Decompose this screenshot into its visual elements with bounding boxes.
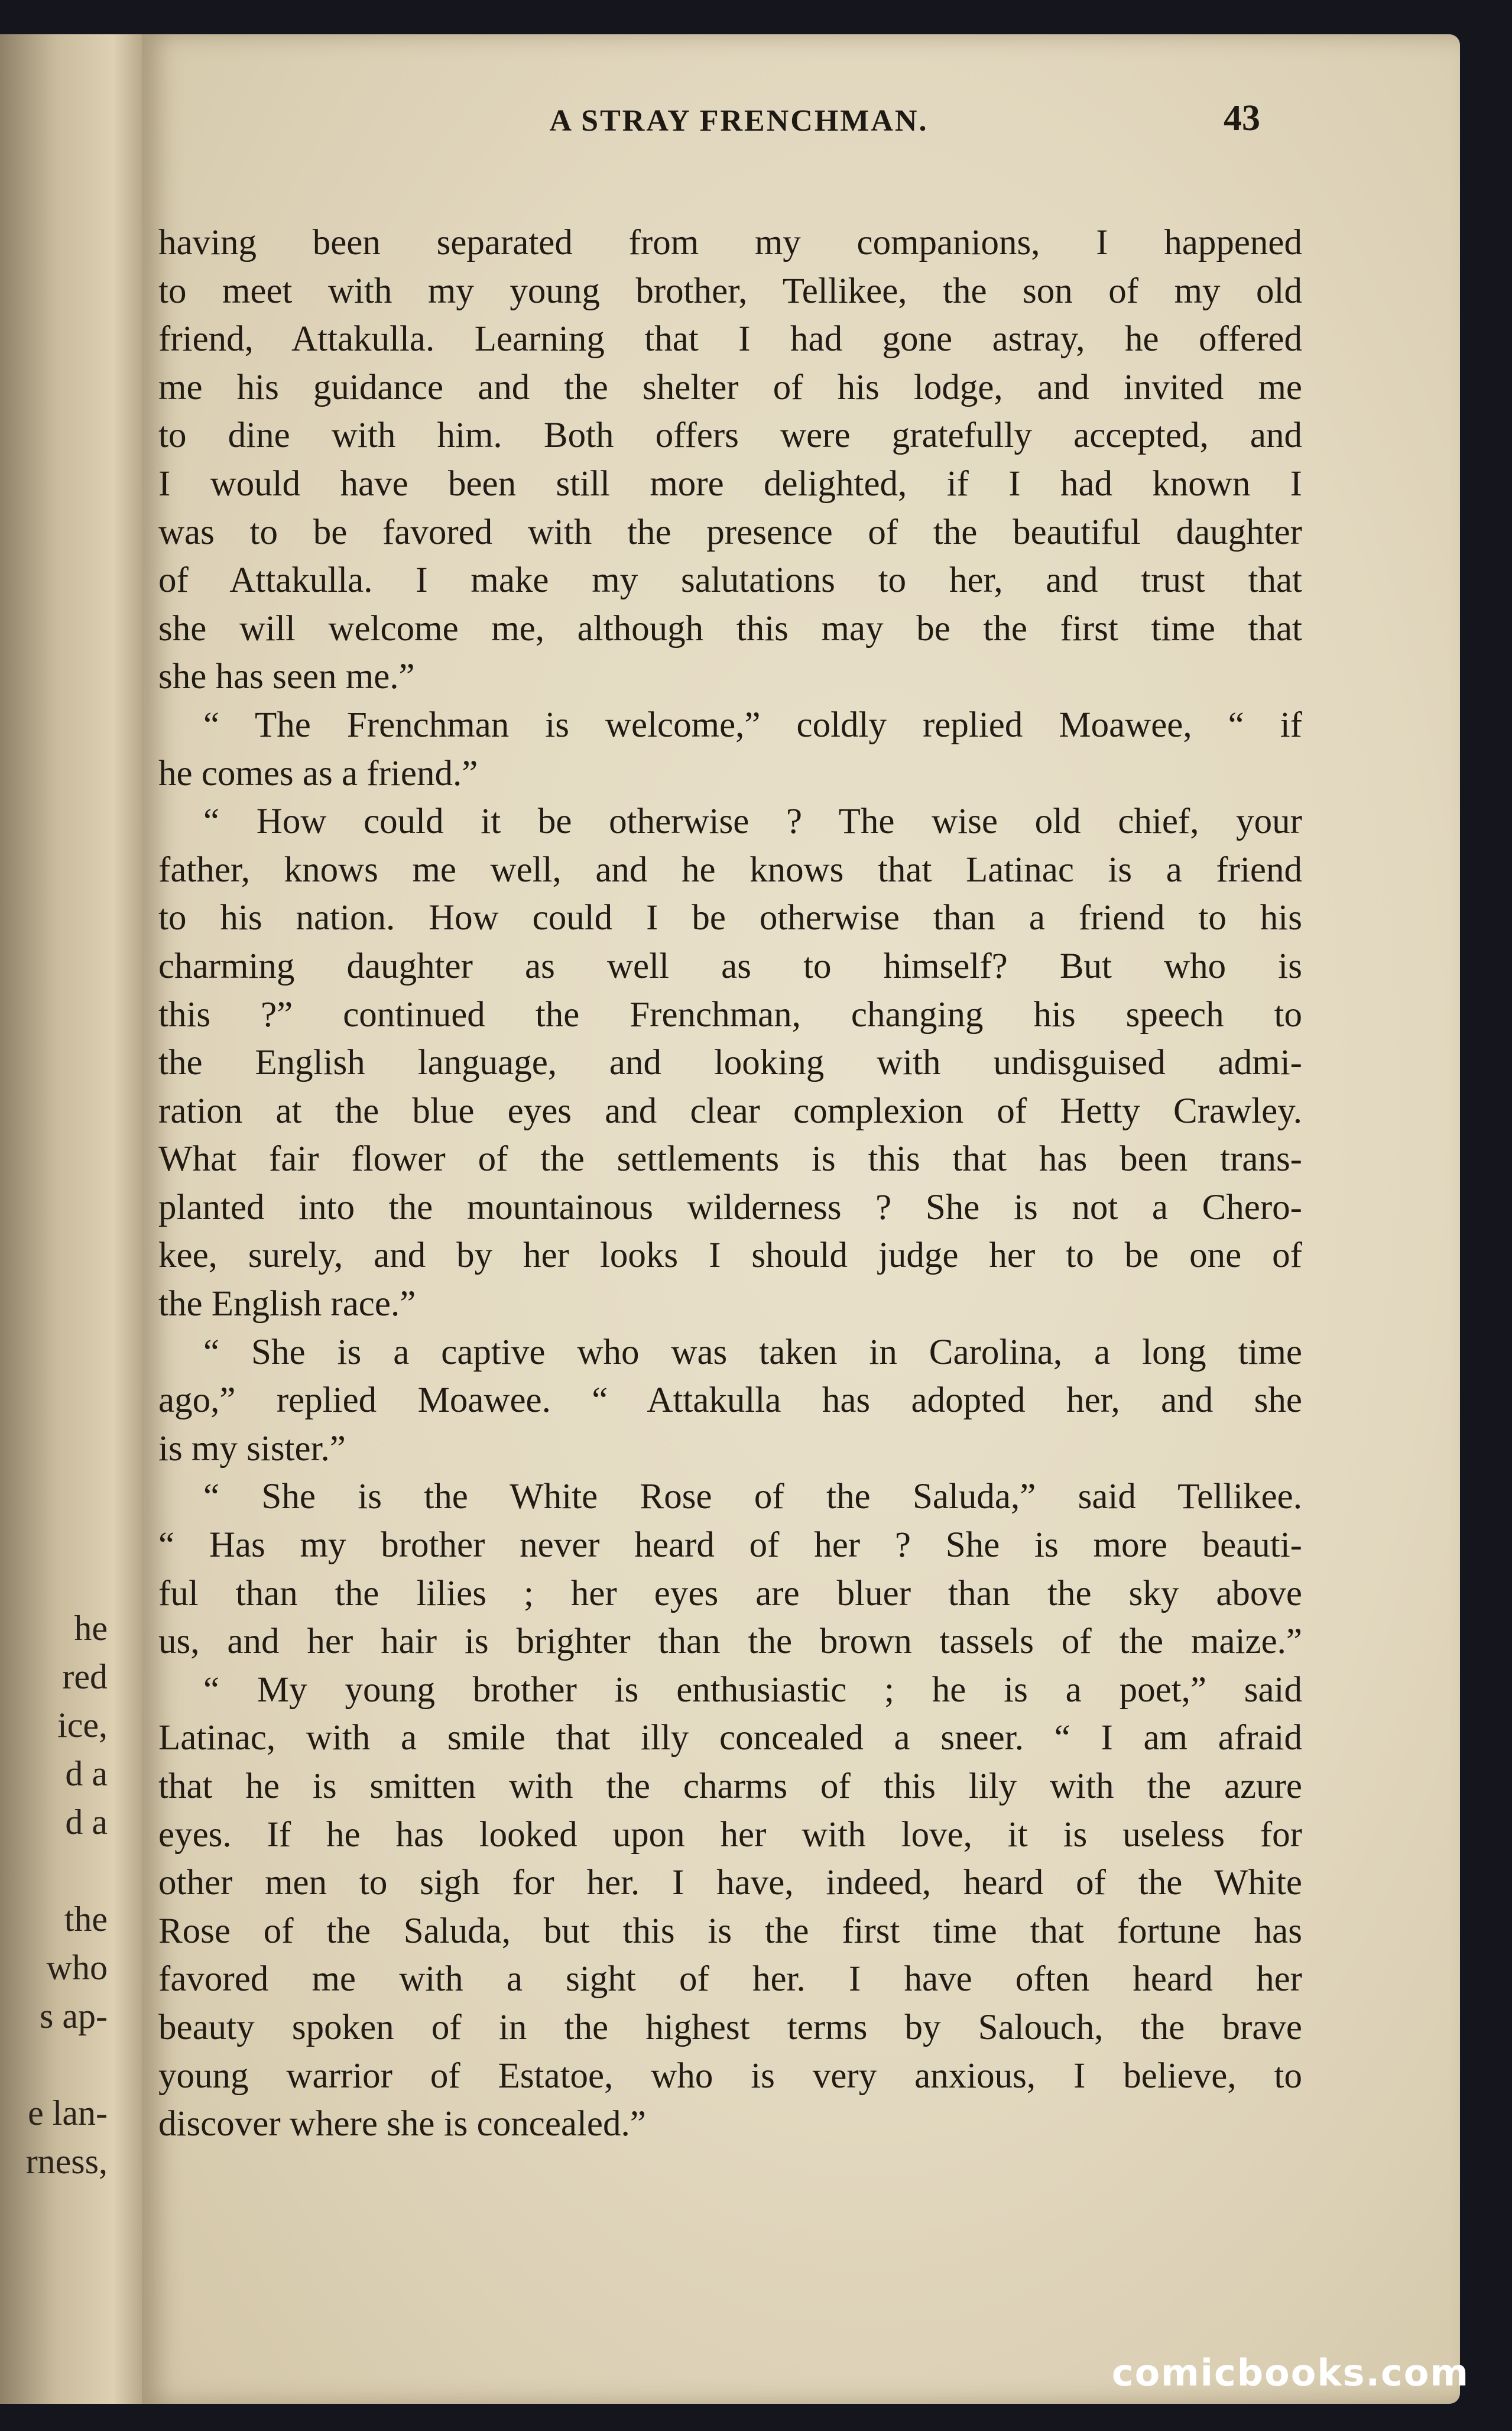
- left-page-fragment: the: [64, 1900, 108, 1939]
- text-line: having been separated from my companions, I happened: [158, 223, 1302, 262]
- text-line: “ Has my brother never heard of her ? She is more beauti-: [158, 1525, 1302, 1565]
- watermark: comicbooks.com: [1111, 2351, 1469, 2394]
- left-page-fragment: e lan-: [28, 2093, 108, 2132]
- left-page-fragment: he: [74, 1609, 108, 1648]
- text-line: kee, surely, and by her looks I should judge her to be one of: [158, 1236, 1302, 1276]
- text-line: charming daughter as well as to himself? But who is: [158, 946, 1302, 986]
- text-line: to his nation. How could I be otherwise than a friend to his: [158, 898, 1302, 938]
- text-line: is my sister.”: [158, 1428, 346, 1469]
- text-line: ration at the blue eyes and clear complexion of Hetty Crawley.: [158, 1091, 1302, 1131]
- left-page-edge: [0, 34, 145, 2404]
- text-line: the English language, and looking with undisguised admi-: [158, 1043, 1302, 1083]
- text-line: that he is smitten with the charms of this lily with the azure: [158, 1766, 1302, 1806]
- left-page-fragment: rness,: [25, 2142, 108, 2181]
- text-line: ful than the lilies ; her eyes are bluer than the sky above: [158, 1573, 1302, 1613]
- left-page-fragment: d a: [65, 1803, 108, 1842]
- left-page-fragment: s ap-: [40, 1996, 108, 2035]
- text-line: “ She is a captive who was taken in Carolina, a long time: [203, 1332, 1302, 1372]
- text-line: planted into the mountainous wilderness ? She is not a Chero-: [158, 1187, 1302, 1227]
- text-line: Latinac, with a smile that illy concealed a sneer. “ I am afraid: [158, 1718, 1302, 1758]
- text-line: me his guidance and the shelter of his lodge, and invited me: [158, 367, 1302, 407]
- text-line: beauty spoken of in the highest terms by Salouch, the brave: [158, 2007, 1302, 2047]
- text-line: eyes. If he has looked upon her with love, it is useless for: [158, 1814, 1302, 1855]
- left-page-fragment: who: [46, 1948, 108, 1987]
- text-line: ago,” replied Moawee. “ Attakulla has adopted her, and she: [158, 1380, 1302, 1421]
- text-line: us, and her hair is brighter than the brown tassels of the maize.”: [158, 1622, 1302, 1662]
- left-page-fragment: red: [62, 1657, 108, 1696]
- text-line: discover where she is concealed.”: [158, 2104, 646, 2144]
- text-line: father, knows me well, and he knows that Latinac is a friend: [158, 850, 1302, 890]
- text-line: “ The Frenchman is welcome,” coldly replied Moawee, “ if: [203, 705, 1302, 745]
- text-line: Rose of the Saluda, but this is the first time that fortune has: [158, 1911, 1302, 1951]
- text-line: to meet with my young brother, Tellikee, the son of my old: [158, 271, 1302, 311]
- text-line: to dine with him. Both offers were gratefully accepted, and: [158, 416, 1302, 456]
- text-line: “ My young brother is enthusiastic ; he is a poet,” said: [203, 1670, 1302, 1710]
- text-line: friend, Attakulla. Learning that I had gone astray, he offered: [158, 319, 1302, 359]
- text-line: I would have been still more delighted, if I had known I: [158, 463, 1302, 504]
- text-line: favored me with a sight of her. I have often heard her: [158, 1959, 1302, 1999]
- text-line: other men to sigh for her. I have, indeed, heard of the White: [158, 1863, 1302, 1903]
- text-line: “ How could it be otherwise ? The wise old chief, your: [203, 802, 1302, 842]
- left-page-fragment: d a: [65, 1754, 108, 1793]
- text-line: What fair flower of the settlements is this that has been trans-: [158, 1139, 1302, 1179]
- text-line: this ?” continued the Frenchman, changing his speech to: [158, 994, 1302, 1035]
- text-line: the English race.”: [158, 1284, 416, 1324]
- text-line: of Attakulla. I make my salutations to her, and trust that: [158, 560, 1302, 601]
- text-line: young warrior of Estatoe, who is very anxious, I believe, to: [158, 2056, 1302, 2096]
- text-line: she will welcome me, although this may be the first time that: [158, 608, 1302, 649]
- text-line: he comes as a friend.”: [158, 753, 478, 793]
- text-line: was to be favored with the presence of the beautiful daughter: [158, 512, 1302, 552]
- text-line: “ She is the White Rose of the Saluda,” said Tellikee.: [203, 1477, 1302, 1517]
- left-page-fragment: ice,: [57, 1706, 108, 1745]
- running-head: A STRAY FRENCHMAN.: [549, 104, 929, 138]
- page-number: 43: [1224, 98, 1260, 138]
- body-text: [158, 219, 1302, 2148]
- text-line: she has seen me.”: [158, 657, 415, 697]
